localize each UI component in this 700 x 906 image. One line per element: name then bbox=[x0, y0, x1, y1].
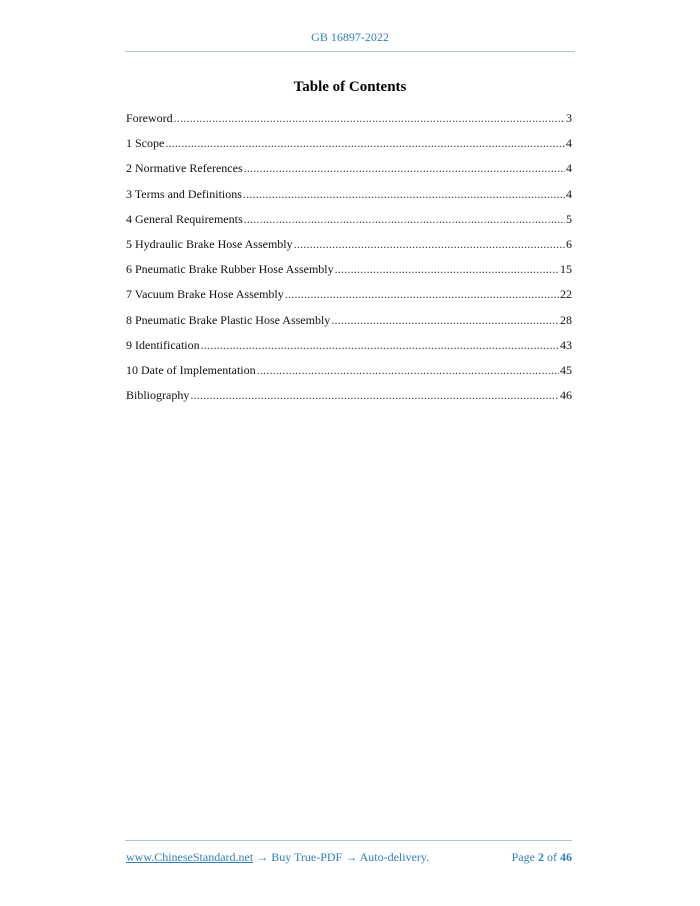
toc-entry-label: 7 Vacuum Brake Hose Assembly bbox=[126, 287, 284, 302]
total-pages: 46 bbox=[560, 850, 572, 864]
page-footer bbox=[126, 850, 572, 865]
toc-entry-vacuum-brake-hose[interactable] bbox=[126, 287, 572, 312]
toc-entry-label: 6 Pneumatic Brake Rubber Hose Assembly bbox=[126, 262, 334, 277]
toc-entry-page: 15 bbox=[560, 262, 572, 277]
toc-entry-page: 28 bbox=[560, 312, 572, 327]
toc-entry-general-requirements[interactable] bbox=[126, 212, 572, 237]
toc-entry-label: 3 Terms and Definitions bbox=[126, 186, 242, 201]
page-of: of bbox=[547, 850, 557, 864]
toc-heading: Table of Contents bbox=[293, 79, 407, 95]
toc-entry-page: 4 bbox=[566, 136, 572, 151]
toc-entry-label: 9 Identification bbox=[126, 337, 200, 352]
dot-leader bbox=[243, 187, 565, 201]
dot-leader bbox=[165, 136, 565, 150]
toc-entry-date-of-implementation[interactable] bbox=[126, 363, 572, 388]
document-code: GB 16897-2022 bbox=[311, 30, 389, 44]
toc-entry-label: Foreword bbox=[126, 111, 173, 125]
toc-entry-normative-references[interactable] bbox=[126, 161, 572, 186]
toc-entry-bibliography[interactable] bbox=[126, 388, 572, 413]
dot-leader bbox=[335, 262, 559, 276]
toc-entry-page: 45 bbox=[560, 362, 572, 377]
toc-entry-pneumatic-rubber-hose[interactable] bbox=[126, 262, 572, 287]
toc-entry-pneumatic-plastic-hose[interactable] bbox=[126, 313, 572, 338]
toc-entry-label: 5 Hydraulic Brake Hose Assembly bbox=[126, 236, 293, 251]
header-divider bbox=[125, 51, 575, 52]
toc-entry-hydraulic-brake-hose[interactable] bbox=[126, 237, 572, 262]
dot-leader bbox=[331, 313, 559, 327]
website-link[interactable]: www.ChineseStandard.net bbox=[126, 850, 254, 864]
toc-entry-page: 4 bbox=[566, 161, 572, 176]
toc-entry-terms-and-definitions[interactable] bbox=[126, 187, 572, 212]
toc-entry-label: 4 General Requirements bbox=[126, 211, 243, 226]
current-page: 2 bbox=[538, 850, 544, 864]
toc-entry-page: 6 bbox=[566, 236, 572, 251]
toc-entry-page: 22 bbox=[560, 287, 572, 302]
dot-leader bbox=[174, 111, 565, 125]
toc-entry-foreword[interactable] bbox=[126, 111, 572, 136]
toc-entry-page: 3 bbox=[566, 111, 572, 125]
dot-leader bbox=[190, 388, 559, 402]
toc-entry-label: 2 Normative References bbox=[126, 161, 243, 176]
toc-entry-label: Bibliography bbox=[126, 388, 190, 403]
footer-promo bbox=[126, 850, 429, 865]
toc-entry-label: 8 Pneumatic Brake Plastic Hose Assembly bbox=[126, 312, 331, 327]
toc-entry-page: 5 bbox=[566, 211, 572, 226]
dot-leader bbox=[244, 161, 565, 175]
dot-leader bbox=[294, 237, 565, 251]
toc-entry-page: 46 bbox=[560, 388, 572, 403]
dot-leader bbox=[201, 338, 559, 352]
toc-entry-scope[interactable] bbox=[126, 136, 572, 161]
buy-pdf-text: → Buy True-PDF bbox=[253, 850, 346, 864]
table-of-contents bbox=[126, 111, 572, 413]
toc-entry-page: 4 bbox=[566, 186, 572, 201]
dot-leader bbox=[244, 212, 565, 226]
toc-entry-label: 10 Date of Implementation bbox=[126, 362, 256, 377]
toc-entry-label: 1 Scope bbox=[126, 136, 165, 151]
auto-delivery-text: → Auto-delivery. bbox=[345, 850, 430, 864]
footer-divider bbox=[125, 840, 572, 841]
toc-entry-page: 43 bbox=[560, 337, 572, 352]
page-indicator bbox=[512, 850, 572, 865]
dot-leader bbox=[257, 363, 559, 377]
page-prefix: Page bbox=[511, 850, 535, 864]
toc-entry-identification[interactable] bbox=[126, 338, 572, 363]
dot-leader bbox=[285, 287, 559, 301]
